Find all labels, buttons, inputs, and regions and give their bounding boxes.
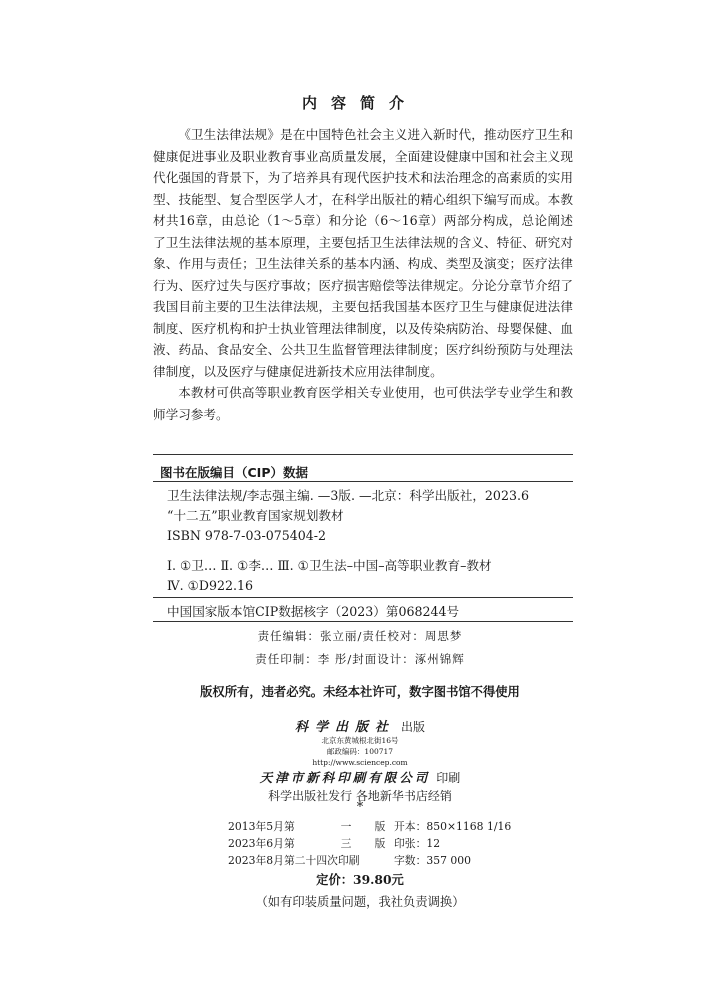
edition-date: 2023年8月第二十四次印刷 bbox=[228, 854, 360, 867]
edition-date: 2023年6月第 bbox=[228, 837, 295, 850]
staff-editors: 责任编辑：张立丽/责任校对：周思梦 bbox=[257, 629, 463, 643]
edition-table bbox=[228, 819, 511, 870]
edition-unit: 版 bbox=[374, 820, 386, 833]
summary-title: 内容简介 bbox=[301, 94, 418, 112]
edition-info: 字数：357 000 bbox=[394, 854, 472, 867]
cip-line-series: “十二五”职业教育国家规划教材 bbox=[167, 508, 344, 523]
distribution-line: 科学出版社发行 各地新华书店经销 bbox=[268, 789, 452, 803]
printer-line bbox=[0, 768, 720, 786]
cip-verify-rule bbox=[153, 597, 573, 598]
separator-star: * bbox=[356, 800, 364, 815]
publisher-line bbox=[0, 716, 720, 735]
cip-class-line-2: Ⅳ. ①D922.16 bbox=[167, 578, 254, 593]
summary-paragraph-1: 《卫生法律法规》是在中国特色社会主义进入新时代，推动医疗卫生和健康促进事业及职业教育事业高质量发展，全面建设健康中国和社会主义现代化强国的背景下，为了培养具有现代医护技术和法治理念的高素质的实用型、技能型、复合型医学人才，在科学出版社的精心组织下编写而成。本教材共16章，由总论（1～5章）和分论（6～16章）两部分构成，总论阐述了卫生法律法规的基本原理，主要包括卫生法律法规的含义、特征、研究对象、作用与责任；卫生法律关系的基本内涵、构成、类型及演变；医疗法律行为、医疗过失与医疗事故；医疗损害赔偿等法律规定。分论分章节介绍了我国目前主要的卫生法律法规，主要包括我国基本医疗卫生与健康促进法律制度、医疗机构和护士执业管理法律制度，以及传染病防治、母婴保健、血液、药品、食品安全、公共卫生监督管理法律制度；医疗纠纷预防与处理法律制度，以及医疗与健康促进新技术应用法律制度。 bbox=[153, 127, 573, 379]
edition-info: 印张：12 bbox=[394, 837, 441, 850]
publisher-postcode: 邮政编码：100717 bbox=[326, 747, 394, 756]
edition-date: 2013年5月第 bbox=[228, 820, 295, 833]
cip-classification bbox=[167, 556, 492, 596]
printer-suffix: 印刷 bbox=[436, 771, 461, 785]
cip-verify-number: 中国国家版本馆CIP数据核字（2023）第068244号 bbox=[167, 604, 460, 619]
edition-info: 开本：850×1168 1/16 bbox=[394, 820, 512, 833]
summary-body bbox=[153, 124, 573, 425]
edition-row bbox=[228, 819, 511, 836]
cip-class-line-1: Ⅰ. ①卫… Ⅱ. ①李… Ⅲ. ①卫生法–中国–高等职业教育–教材 bbox=[167, 558, 492, 573]
summary-paragraph-2: 本教材可供高等职业教育医学相关专业使用，也可供法学专业学生和教师学习参考。 bbox=[153, 385, 573, 422]
quality-contact: （如有印装质量问题，我社负责调换） bbox=[255, 895, 465, 909]
publisher-name: 科学出版社 bbox=[294, 720, 395, 735]
cip-heading-rule bbox=[153, 481, 573, 482]
rights-notice: 版权所有，违者必究。未经本社许可，数字图书馆不得使用 bbox=[200, 685, 520, 699]
staff-production: 责任印制：李 彤/封面设计：涿州锦辉 bbox=[255, 652, 465, 666]
price: 定价：39.80元 bbox=[316, 872, 404, 887]
cip-heading: 图书在版编目（CIP）数据 bbox=[160, 465, 308, 480]
cip-bottom-rule bbox=[153, 621, 573, 622]
publisher-address: 北京东黄城根北街16号 bbox=[321, 736, 399, 745]
edition-number: 一 bbox=[340, 820, 352, 833]
edition-row bbox=[228, 853, 511, 870]
edition-row bbox=[228, 836, 511, 853]
cip-record bbox=[167, 486, 529, 546]
edition-number: 三 bbox=[340, 837, 352, 850]
cip-top-rule bbox=[153, 454, 573, 455]
cip-line-title: 卫生法律法规/李志强主编. —3版. —北京：科学出版社，2023.6 bbox=[167, 488, 529, 503]
printer-name: 天津市新科印刷有限公司 bbox=[259, 770, 431, 785]
publisher-website: http://www.sciencep.com bbox=[312, 758, 408, 767]
edition-unit: 版 bbox=[374, 837, 386, 850]
publisher-suffix: 出版 bbox=[401, 720, 426, 734]
cip-line-isbn: ISBN 978-7-03-075404-2 bbox=[167, 528, 327, 543]
